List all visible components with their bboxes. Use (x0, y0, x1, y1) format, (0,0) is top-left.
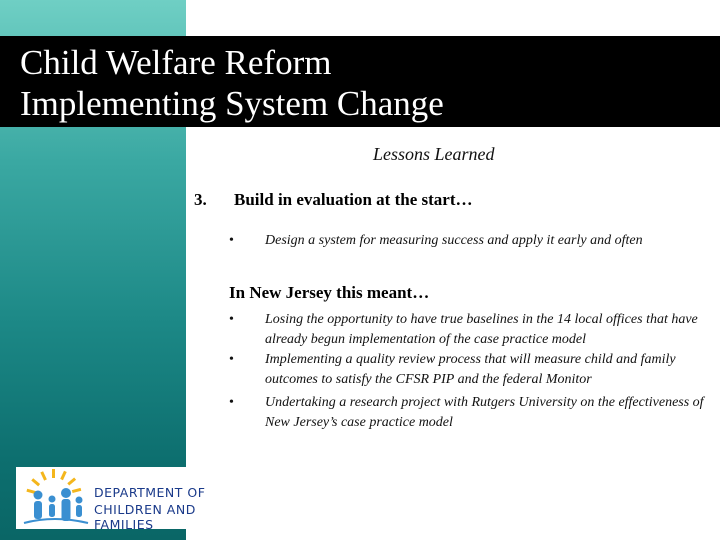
point-number: 3. (194, 190, 207, 209)
bullet-text: Implementing a quality review process that will measure child and family outcomes to satisfy the CFSR PIP and the federal Monitor (265, 352, 676, 387)
slide-title (20, 42, 444, 124)
bullet-icon: • (229, 352, 234, 367)
family-sun-icon (16, 467, 92, 529)
slide-subtitle: Lessons Learned (373, 144, 495, 164)
department-logo (16, 467, 218, 532)
bullet-icon: • (229, 312, 234, 327)
bullet-text: Design a system for measuring success and apply it early and often (265, 233, 643, 248)
point-heading: Build in evaluation at the start… (234, 190, 473, 209)
bullet-icon: • (229, 233, 234, 248)
logo-line-1: DEPARTMENT OF (94, 485, 206, 500)
title-line-2: Implementing System Change (20, 84, 444, 123)
bullet-text: Losing the opportunity to have true baselines in the 14 local offices that have already begun implementation of the case practice model (265, 312, 698, 347)
title-line-1: Child Welfare Reform (20, 43, 332, 82)
logo-line-2: CHILDREN AND FAMILIES (94, 502, 196, 532)
bullet-icon: • (229, 395, 234, 410)
bullet-text: Undertaking a research project with Rutgers University on the effectiveness of New Jersey’s case practice model (265, 395, 704, 430)
section-heading: In New Jersey this meant… (229, 283, 430, 302)
